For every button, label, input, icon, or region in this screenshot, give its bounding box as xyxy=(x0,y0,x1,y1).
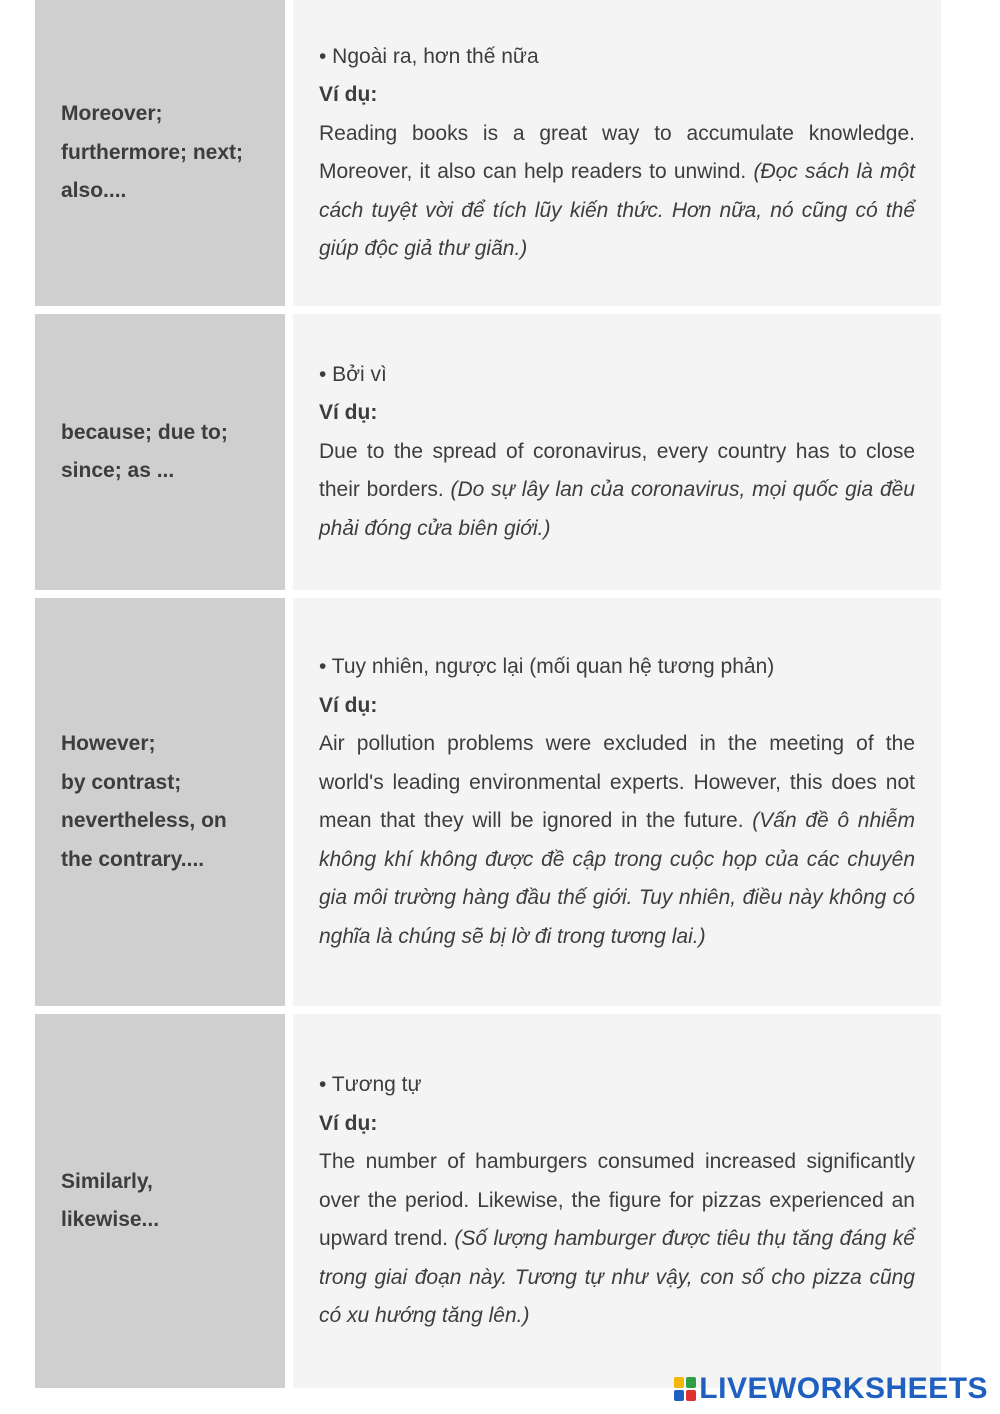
connector-label: by contrast; xyxy=(61,770,182,794)
explanation-cell xyxy=(293,314,941,590)
table-row xyxy=(35,0,941,306)
connector-label: since; as ... xyxy=(61,459,175,482)
example-translation: (Đọc sách là một cách tuyệt vời để tích lũy kiến thức. Hơn nữa, nó cũng có thể giúp độc giả thư giãn.) xyxy=(319,160,915,260)
example-translation: (Vấn đề ô nhiễm không khí không được đề cập trong cuộc họp của các chuyên gia môi trường hàng đầu thế giới. Tuy nhiên, điều này không có nghĩa là chúng sẽ bị lờ đi trong tương lai.) xyxy=(319,809,915,948)
connector-label: However; xyxy=(61,732,156,755)
example-heading: Ví dụ: xyxy=(319,1111,378,1135)
example-sentence: Due to the spread of coronavirus, every country has to close their borders. xyxy=(319,439,915,502)
example-heading: Ví dụ: xyxy=(319,83,378,106)
meaning-bullet: • Ngoài ra, hơn thế nữa xyxy=(319,44,539,68)
example-text xyxy=(319,725,915,956)
explanation-cell xyxy=(293,598,941,1006)
logo-square xyxy=(674,1390,684,1401)
table-row xyxy=(35,1014,941,1388)
connector-label: Similarly, xyxy=(61,1169,153,1193)
logo-square xyxy=(674,1377,684,1388)
logo-square xyxy=(686,1390,696,1401)
example-sentence: Reading books is a great way to accumulate knowledge. Moreover, it also can help readers to unwind. xyxy=(319,121,915,183)
meaning-bullet: • Bởi vì xyxy=(319,362,387,386)
connector-label: likewise... xyxy=(61,1208,160,1231)
connector-cell xyxy=(35,314,285,590)
connector-label: also.... xyxy=(61,179,127,203)
connector-label: nevertheless, on xyxy=(61,809,227,832)
example-heading: Ví dụ: xyxy=(319,401,378,425)
meaning-bullet: • Tuy nhiên, ngược lại (mối quan hệ tương phản) xyxy=(319,655,775,678)
example-heading: Ví dụ: xyxy=(319,693,378,717)
connector-label: Moreover; xyxy=(61,102,163,126)
explanation-cell xyxy=(293,1014,941,1388)
example-translation: (Do sự lây lan của coronavirus, mọi quốc gia đều phải đóng cửa biên giới.) xyxy=(319,478,915,540)
connector-label: the contrary.... xyxy=(61,847,205,871)
example-text xyxy=(319,1143,915,1336)
connector-label: because; due to; xyxy=(61,420,228,444)
liveworksheets-logo xyxy=(674,1372,988,1406)
example-text xyxy=(319,433,915,549)
example-text xyxy=(319,115,915,269)
explanation-cell xyxy=(293,0,941,306)
connector-cell xyxy=(35,598,285,1006)
logo-text: LIVEWORKSHEETS xyxy=(699,1372,988,1405)
table-row xyxy=(35,598,941,1006)
connector-cell xyxy=(35,1014,285,1388)
example-sentence: The number of hamburgers consumed increased significantly over the period. Likewise, the figure for pizzas experienced an upward trend. xyxy=(319,1150,915,1251)
meaning-bullet: • Tương tự xyxy=(319,1073,422,1097)
logo-square xyxy=(686,1377,696,1388)
connector-cell xyxy=(35,0,285,306)
table-row xyxy=(35,314,941,590)
logo-mark-icon xyxy=(674,1377,696,1401)
example-translation: (Số lượng hamburger được tiêu thụ tăng đáng kể trong giai đoạn này. Tương tự như vậy, con số cho pizza cũng có xu hướng tăng lên.) xyxy=(319,1227,915,1328)
connector-label: furthermore; next; xyxy=(61,140,244,164)
example-sentence: Air pollution problems were excluded in the meeting of the world's leading environmental experts. However, this does not mean that they will be ignored in the future. xyxy=(319,732,915,832)
